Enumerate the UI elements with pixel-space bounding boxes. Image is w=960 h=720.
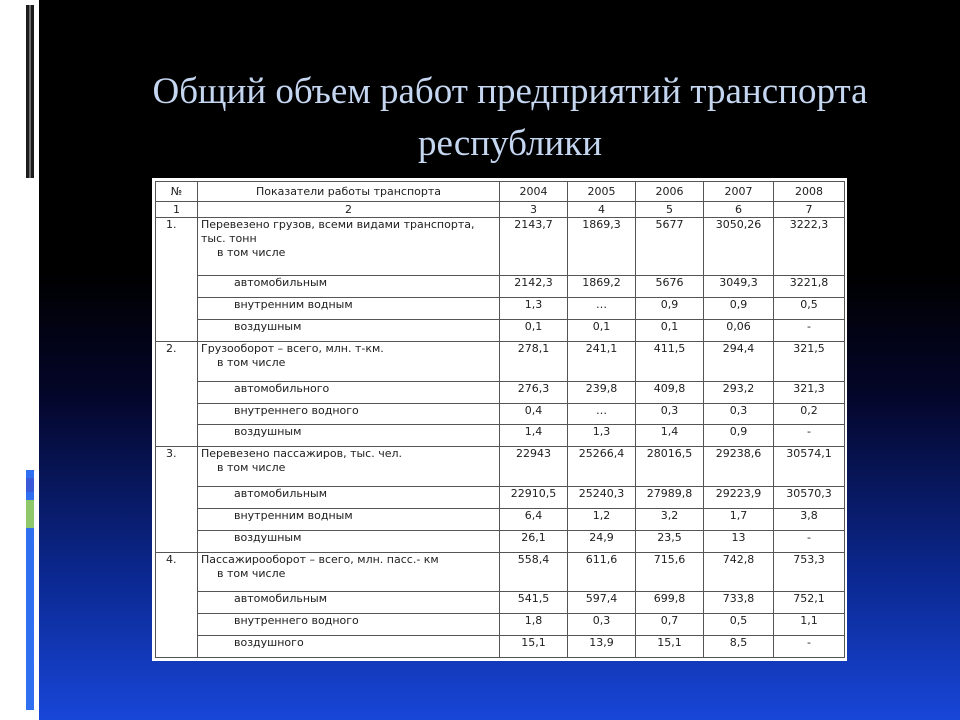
value-cell: 30574,1 [774,447,845,487]
value-cell: 3050,26 [704,218,774,276]
value-cell: 294,4 [704,342,774,382]
value-cell: 0,9 [636,298,704,320]
table-subrow [156,592,845,614]
value-cell: 23,5 [636,530,704,552]
numbering-cell: 7 [774,202,845,218]
numbering-cell: 6 [704,202,774,218]
value-cell: - [774,636,845,658]
header-cell: 2006 [636,182,704,202]
value-cell: 321,3 [774,381,845,403]
indicator-label: Перевезено грузов, всеми видами транспорта, тыс. тонн [201,218,475,245]
value-cell: 3049,3 [704,276,774,298]
header-cell: № [156,182,198,202]
sub-indicator-cell: воздушным [198,320,500,342]
value-cell: - [774,320,845,342]
value-cell: 0,1 [500,320,568,342]
transport-table-container [152,178,847,661]
row-number-cell: 2. [156,342,198,447]
table-subrow [156,486,845,508]
row-number-cell: 3. [156,447,198,552]
sub-indicator-cell: внутренним водным [198,298,500,320]
value-cell: 13,9 [568,636,636,658]
indicator-cell [198,218,500,276]
table-row [156,447,845,487]
value-cell: 3,8 [774,508,845,530]
value-cell: 0,9 [704,298,774,320]
value-cell: 13 [704,530,774,552]
value-cell: 0,7 [636,614,704,636]
value-cell: 597,4 [568,592,636,614]
table-row [156,218,845,276]
value-cell: 29223,9 [704,486,774,508]
in-number-label: в том числе [217,461,286,475]
value-cell: 0,3 [568,614,636,636]
sub-indicator-cell: автомобильным [198,276,500,298]
table-subrow [156,636,845,658]
value-cell: 0,1 [568,320,636,342]
value-cell: 1869,3 [568,218,636,276]
sub-indicator-cell: внутреннего водного [198,614,500,636]
table-subrow [156,614,845,636]
value-cell: 1,3 [500,298,568,320]
value-cell: … [568,298,636,320]
accent-block-blue [26,478,34,492]
sub-indicator-cell: воздушного [198,636,500,658]
table-subrow [156,530,845,552]
slide-title-line2: республики [417,123,603,164]
value-cell: 0,3 [704,403,774,425]
value-cell: 278,1 [500,342,568,382]
table-numbering-row [156,202,845,218]
header-cell: 2004 [500,182,568,202]
value-cell: 1,7 [704,508,774,530]
accent-block-green [26,500,34,528]
value-cell: 0,06 [704,320,774,342]
table-subrow [156,276,845,298]
table-header-row [156,182,845,202]
table-row [156,552,845,592]
value-cell: 1,4 [500,425,568,447]
value-cell: 0,2 [774,403,845,425]
value-cell: 239,8 [568,381,636,403]
indicator-label: Перевезено пассажиров, тыс. чел. [201,447,403,461]
value-cell: 3222,3 [774,218,845,276]
value-cell: 15,1 [500,636,568,658]
value-cell: 29238,6 [704,447,774,487]
table-subrow [156,508,845,530]
value-cell: 1,2 [568,508,636,530]
transport-table [155,181,845,658]
value-cell: 752,1 [774,592,845,614]
header-cell: Показатели работы транспорта [198,182,500,202]
value-cell: 24,9 [568,530,636,552]
value-cell: 5677 [636,218,704,276]
value-cell: 0,4 [500,403,568,425]
value-cell: 0,3 [636,403,704,425]
in-number-label: в том числе [217,246,286,259]
value-cell: 22943 [500,447,568,487]
header-cell: 2005 [568,182,636,202]
value-cell: 1869,2 [568,276,636,298]
value-cell: 276,3 [500,381,568,403]
value-cell: 0,5 [774,298,845,320]
slide-title [60,66,960,170]
value-cell: 1,8 [500,614,568,636]
value-cell: 541,5 [500,592,568,614]
numbering-cell: 2 [198,202,500,218]
sub-indicator-cell: воздушным [198,425,500,447]
sub-indicator-cell: автомобильным [198,486,500,508]
value-cell: 22910,5 [500,486,568,508]
value-cell: 5676 [636,276,704,298]
value-cell: 0,5 [704,614,774,636]
row-number-cell: 1. [156,218,198,342]
value-cell: 241,1 [568,342,636,382]
value-cell: - [774,530,845,552]
table-body [156,218,845,658]
table-subrow [156,381,845,403]
table-subrow [156,403,845,425]
header-cell: 2007 [704,182,774,202]
numbering-cell: 1 [156,202,198,218]
value-cell: 699,8 [636,592,704,614]
value-cell: 28016,5 [636,447,704,487]
value-cell: 293,2 [704,381,774,403]
value-cell: 611,6 [568,552,636,592]
slide-title-line1: Общий объем работ предприятий транспорта [152,71,868,112]
value-cell: 3221,8 [774,276,845,298]
value-cell: 2142,3 [500,276,568,298]
indicator-label: Пассажирооборот – всего, млн. пасс.- км [201,552,439,566]
value-cell: 409,8 [636,381,704,403]
value-cell: 2143,7 [500,218,568,276]
sub-indicator-cell: внутренним водным [198,508,500,530]
value-cell: 715,6 [636,552,704,592]
value-cell: 1,3 [568,425,636,447]
table-subrow [156,298,845,320]
indicator-cell [198,552,500,592]
accent-stripe-top [26,5,34,178]
value-cell: 321,5 [774,342,845,382]
value-cell: 3,2 [636,508,704,530]
value-cell: 26,1 [500,530,568,552]
value-cell: 742,8 [704,552,774,592]
value-cell: 30570,3 [774,486,845,508]
value-cell: 25240,3 [568,486,636,508]
value-cell: 558,4 [500,552,568,592]
value-cell: 1,1 [774,614,845,636]
indicator-cell [198,447,500,487]
value-cell: 6,4 [500,508,568,530]
numbering-cell: 4 [568,202,636,218]
value-cell: 1,4 [636,425,704,447]
value-cell: 15,1 [636,636,704,658]
value-cell: 0,1 [636,320,704,342]
indicator-cell [198,342,500,382]
in-number-label: в том числе [217,566,286,580]
value-cell: 27989,8 [636,486,704,508]
row-number-cell: 4. [156,552,198,657]
table-subrow [156,320,845,342]
sub-indicator-cell: внутреннего водного [198,403,500,425]
value-cell: 25266,4 [568,447,636,487]
value-cell: 0,9 [704,425,774,447]
header-cell: 2008 [774,182,845,202]
in-number-label: в том числе [217,356,286,370]
value-cell: 8,5 [704,636,774,658]
value-cell: … [568,403,636,425]
table-subrow [156,425,845,447]
sub-indicator-cell: автомобильным [198,592,500,614]
value-cell: 753,3 [774,552,845,592]
value-cell: 733,8 [704,592,774,614]
indicator-label: Грузооборот – всего, млн. т-км. [201,342,384,356]
value-cell: 411,5 [636,342,704,382]
value-cell: - [774,425,845,447]
numbering-cell: 5 [636,202,704,218]
numbering-cell: 3 [500,202,568,218]
sub-indicator-cell: воздушным [198,530,500,552]
table-row [156,342,845,382]
sub-indicator-cell: автомобильного [198,381,500,403]
